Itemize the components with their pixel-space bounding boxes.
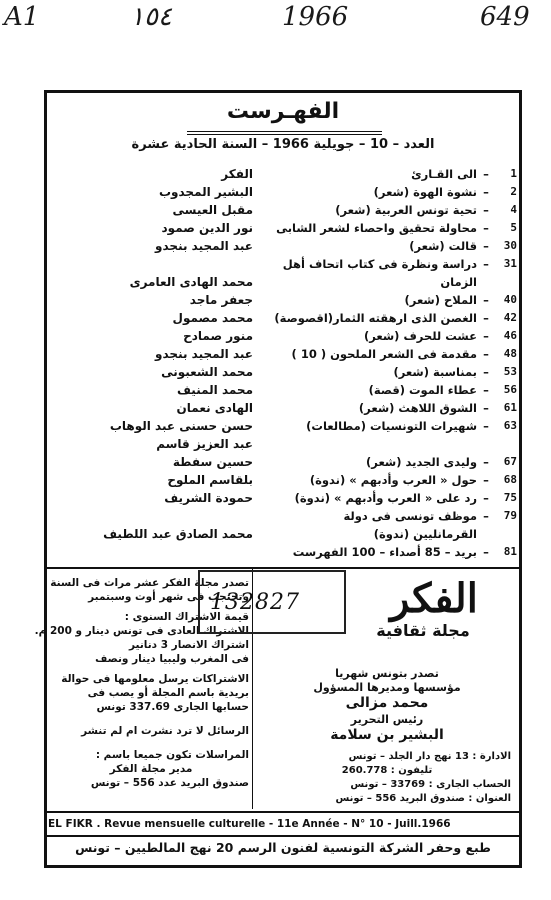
footer-divider [47, 811, 519, 813]
toc-author: محمد الهادى العامرى [129, 275, 253, 289]
table-of-contents [51, 167, 517, 557]
publisher-director: محمد مزالى [345, 695, 429, 711]
toc-author: جعفر ماجد [189, 293, 253, 307]
toc-page-number: 40 [503, 293, 517, 306]
toc-title: الملاح (شعر) [404, 293, 477, 307]
toc-dash: – [483, 383, 489, 397]
footer-french-line: EL FIKR . Revue mensuelle culturelle - 11e Année - N° 10 - Juill.1966 [48, 818, 451, 830]
toc-page-number: 75 [503, 491, 517, 504]
toc-page-number: 46 [503, 329, 517, 342]
toc-title: الشوق اللاهث (شعر) [358, 401, 477, 415]
handwritten-page: 649 [480, 2, 530, 32]
page-title: الفهـرست [226, 99, 340, 124]
toc-dash: – [483, 239, 489, 253]
note-line: المراسلات تكون جميعا باسم : [95, 749, 249, 761]
toc-page-number: 67 [503, 455, 517, 468]
address-line: العنوان : صندوق البريد 556 – تونس [335, 793, 511, 804]
toc-title: الى القـارئ [411, 167, 477, 181]
toc-author: نور الدين صمود [161, 221, 253, 235]
toc-author: حسين سفطة [172, 455, 253, 469]
document-frame [34, 90, 522, 868]
library-stamp [198, 570, 346, 634]
toc-dash: – [483, 347, 489, 361]
toc-author: عبد المجيد بنجدو [155, 347, 253, 361]
publisher-editor: البشير بن سلامة [330, 727, 444, 743]
section-divider [47, 567, 519, 569]
toc-row [51, 545, 517, 562]
note-line: وتحتجب فى شهر أوت وسبتمبر [88, 591, 249, 603]
publisher-line: رئيس التحرير [350, 713, 424, 726]
handwritten-mark-a1: A1 [4, 2, 40, 32]
toc-dash: – [483, 185, 489, 199]
stamp-number: 132827 [210, 590, 300, 615]
toc-dash: – [483, 329, 489, 343]
toc-row [51, 383, 517, 400]
toc-page-number: 1 [510, 167, 517, 180]
toc-row [51, 329, 517, 346]
toc-row [51, 221, 517, 238]
toc-page-number: 79 [503, 509, 517, 522]
toc-page-number: 63 [503, 419, 517, 432]
toc-title: الغصن الذى ارهقته الثمار(اقصوصة) [274, 311, 477, 325]
toc-row [51, 293, 517, 310]
handwritten-year: 1966 [282, 2, 349, 32]
toc-row [51, 347, 517, 364]
toc-author: الهادى نعمان [176, 401, 253, 415]
toc-author: الفكر [221, 167, 253, 181]
address-line: تليفون : 260.778 [341, 765, 433, 776]
toc-dash: – [483, 221, 489, 235]
toc-row [51, 509, 517, 526]
toc-title: عطاء الموت (قصة) [368, 383, 477, 397]
toc-author: البشير المجدوب [158, 185, 253, 199]
toc-row [51, 491, 517, 508]
toc-page-number: 81 [503, 545, 517, 558]
note-line: حسابها الجارى 337.69 تونس [96, 701, 249, 713]
toc-author: عبد المجيد بنجدو [155, 239, 253, 253]
toc-row [51, 365, 517, 382]
toc-title: مقدمة فى الشعر الملحون ( 10 ) [291, 347, 477, 361]
toc-row [51, 203, 517, 220]
toc-row [51, 257, 517, 274]
toc-author: حمودة الشريف [164, 491, 253, 505]
publisher-line: مؤسسها ومديرها المسؤول [313, 681, 461, 694]
toc-page-number: 56 [503, 383, 517, 396]
toc-page-number: 68 [503, 473, 517, 486]
toc-dash: – [483, 491, 489, 505]
toc-dash: – [483, 293, 489, 307]
toc-row [51, 311, 517, 328]
toc-page-number: 48 [503, 347, 517, 360]
toc-title: دراسة ونظرة فى كتاب اتحاف أهل [282, 257, 477, 271]
note-line: صندوق البريد عدد 556 – تونس [90, 777, 249, 789]
toc-author: محمد الصادق عبد اللطيف [103, 527, 253, 541]
note-line: الاشتراك العادى فى تونس دينار و 200 م. [34, 625, 249, 637]
toc-author: محمد المنيف [177, 383, 253, 397]
toc-row [51, 167, 517, 184]
toc-title-continuation: القرمانليين (ندوة) [373, 527, 477, 541]
toc-dash: – [483, 257, 489, 271]
toc-title-continuation: الزمان [440, 275, 477, 289]
toc-page-number: 42 [503, 311, 517, 324]
toc-title: قالت (شعر) [409, 239, 477, 253]
toc-author: منور صمادح [183, 329, 253, 343]
toc-row [51, 419, 517, 436]
note-line: الاشتراكات يرسل معلومها فى حوالة [61, 673, 249, 685]
toc-title: رد على « العرب وأدبهم » (ندوة) [294, 491, 477, 505]
note-line: فى المغرب وليبيا دينار ونصف [95, 653, 249, 665]
toc-page-number: 31 [503, 257, 517, 270]
toc-title: تحية تونس العربية (شعر) [335, 203, 477, 217]
toc-author: بلقاسم الملوح [167, 473, 253, 487]
toc-page-number: 2 [510, 185, 517, 198]
toc-author: عبد العزيز قاسم [156, 437, 253, 451]
toc-page-number: 4 [510, 203, 517, 216]
note-line: الرسائل لا ترد نشرت ام لم تنشر [81, 725, 249, 737]
note-line: قيمة الاشتراك السنوى : [124, 611, 249, 623]
issue-line: العدد – 10 – جويلية 1966 – السنة الحادية عشرة [131, 137, 435, 152]
note-line: بريدية باسم المجلة أو يصب فى [87, 687, 249, 699]
toc-title: وليدى الجديد (شعر) [366, 455, 477, 469]
magazine-logo: الفكر [390, 575, 478, 622]
toc-title: شهيرات التونسيات (مطالعات) [306, 419, 477, 433]
toc-author: محمد مصمول [172, 311, 253, 325]
toc-dash: – [483, 509, 489, 523]
toc-dash: – [483, 167, 489, 181]
footer-divider [47, 835, 519, 837]
toc-author: مقبل العيسى [172, 203, 253, 217]
toc-dash: – [483, 401, 489, 415]
footer-printer-line: طبع وحفر الشركة التونسية لفنون الرسم 20 نهج المالطيين – تونس [75, 840, 491, 855]
toc-title: عشت للحرف (شعر) [363, 329, 477, 343]
toc-title: حول « العرب وأدبهم » (ندوة) [309, 473, 477, 487]
toc-row [51, 473, 517, 490]
toc-author: محمد الشعبونى [161, 365, 253, 379]
toc-page-number: 61 [503, 401, 517, 414]
toc-row [51, 239, 517, 256]
magazine-logo-subtitle: مجلة ثقافية [376, 621, 470, 640]
title-rule-bottom [187, 134, 382, 135]
address-line: الحساب الجارى : 33769 – تونس [350, 779, 511, 790]
toc-page-number: 30 [503, 239, 517, 252]
address-line: الادارة : 13 نهج دار الجلد – تونس [348, 751, 511, 762]
toc-dash: – [483, 419, 489, 433]
toc-title: موظف تونسى فى دولة [343, 509, 477, 523]
toc-page-number: 5 [510, 221, 517, 234]
toc-title: نشوة الهوة (شعر) [373, 185, 477, 199]
toc-dash: – [483, 203, 489, 217]
handwritten-mark-arabic: ١٥٤ [130, 2, 172, 32]
toc-title: محاولة تحقيق واحصاء لشعر الشابى [276, 221, 477, 235]
toc-dash: – [483, 365, 489, 379]
toc-row [51, 185, 517, 202]
note-line: اشتراك الانصار 3 دنانير [129, 639, 249, 651]
note-line: مدير مجلة الفكر [109, 763, 193, 775]
title-rule-top [187, 131, 382, 132]
toc-page-number: 53 [503, 365, 517, 378]
note-line: تصدر مجلة الفكر عشر مرات فى السنة [50, 577, 249, 589]
toc-title: بريد – 85 أصداء – 100 الفهرست [292, 545, 477, 559]
toc-row [51, 455, 517, 472]
toc-author: حسن حسنى عبد الوهاب [109, 419, 253, 433]
publisher-line: تصدر بتونس شهريا [335, 667, 439, 680]
toc-title: بمناسبة (شعر) [393, 365, 477, 379]
toc-dash: – [483, 473, 489, 487]
toc-dash: – [483, 311, 489, 325]
toc-dash: – [483, 455, 489, 469]
toc-dash: – [483, 545, 489, 559]
toc-row [51, 401, 517, 418]
